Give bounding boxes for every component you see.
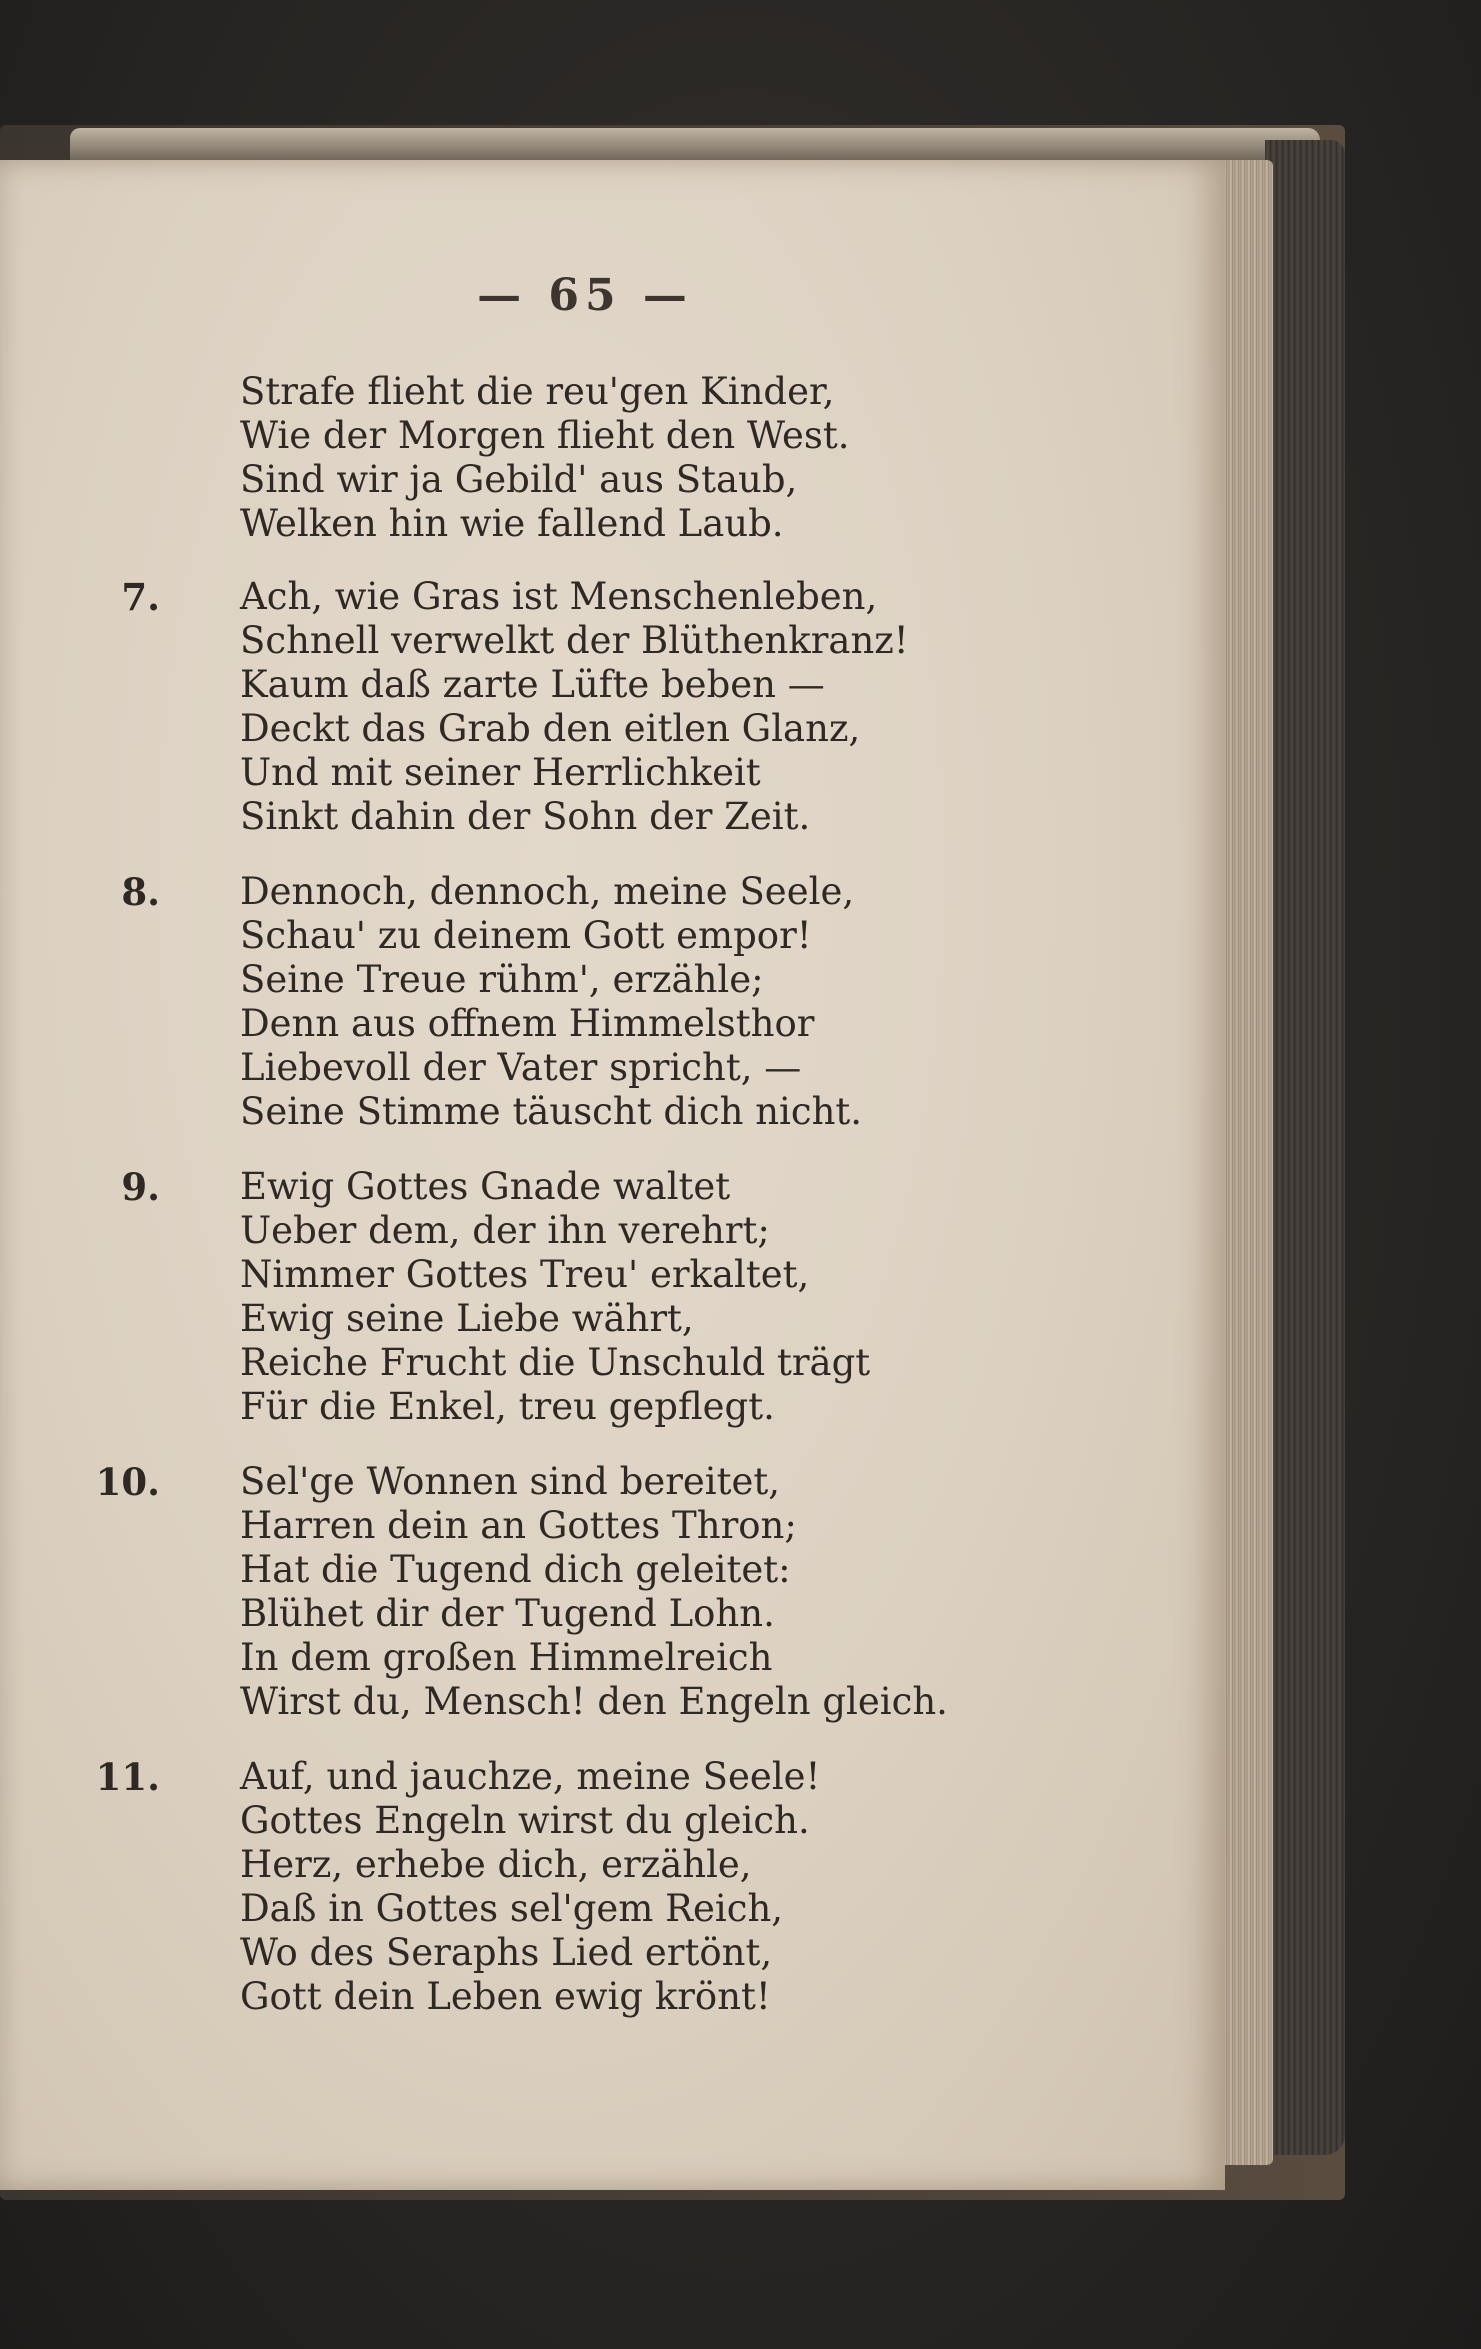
verse-number: 10. (95, 1460, 160, 1504)
verse-number: 7. (121, 575, 160, 619)
verse-line: In dem großen Himmelreich (240, 1636, 773, 1679)
verse-line: Deckt das Grab den eitlen Glanz, (240, 707, 861, 750)
page-number: — 65 — (477, 270, 693, 321)
verse-line: Wirst du, Mensch! den Engeln gleich. (240, 1680, 948, 1723)
verse-line: Sinkt dahin der Sohn der Zeit. (240, 795, 811, 838)
verse-number: 11. (95, 1755, 160, 1799)
verse-line: Reiche Frucht die Unschuld trägt (240, 1341, 871, 1384)
verse-line: Für die Enkel, treu gepflegt. (240, 1385, 775, 1428)
verse-line: Denn aus offnem Himmelsthor (240, 1002, 815, 1045)
verse-line: Blühet dir der Tugend Lohn. (240, 1592, 775, 1635)
verse-line: Nimmer Gottes Treu' erkaltet, (240, 1253, 810, 1296)
verse-line: Schnell verwelkt der Blüthenkranz! (240, 619, 909, 662)
verse-line: Auf, und jauchze, meine Seele! (240, 1755, 821, 1798)
verse-line: Sind wir ja Gebild' aus Staub, (240, 458, 798, 501)
verse-line: Schau' zu deinem Gott empor! (240, 914, 812, 957)
verse-line: Und mit seiner Herrlichkeit (240, 751, 761, 794)
verse-line: Ach, wie Gras ist Menschenleben, (240, 575, 878, 618)
verse-line: Gottes Engeln wirst du gleich. (240, 1799, 810, 1842)
spine-edge (1265, 140, 1345, 2155)
verse-line: Seine Treue rühm', erzähle; (240, 958, 764, 1001)
verse-line: Ewig Gottes Gnade waltet (240, 1165, 731, 1208)
verse-line: Kaum daß zarte Lüfte beben — (240, 663, 825, 706)
verse-line: Sel'ge Wonnen sind bereitet, (240, 1460, 781, 1503)
verse-line: Hat die Tugend dich geleitet: (240, 1548, 791, 1591)
verse-line: Liebevoll der Vater spricht, — (240, 1046, 802, 1089)
verse-line: Welken hin wie fallend Laub. (240, 502, 784, 545)
verse-line: Seine Stimme täuscht dich nicht. (240, 1090, 863, 1133)
verse-line: Dennoch, dennoch, meine Seele, (240, 870, 855, 913)
verse-line: Wie der Morgen flieht den West. (240, 414, 850, 457)
verse-line: Ueber dem, der ihn verehrt; (240, 1209, 770, 1252)
verse-line: Wo des Seraphs Lied ertönt, (240, 1931, 773, 1974)
verse-line: Herz, erhebe dich, erzähle, (240, 1843, 752, 1886)
verse-line: Harren dein an Gottes Thron; (240, 1504, 797, 1547)
verse-line: Strafe flieht die reu'gen Kinder, (240, 370, 835, 413)
verse-line: Ewig seine Liebe währt, (240, 1297, 694, 1340)
verse-number: 8. (121, 870, 160, 914)
verse-line: Gott dein Leben ewig krönt! (240, 1975, 771, 2018)
verse-line: Daß in Gottes sel'gem Reich, (240, 1887, 784, 1930)
verse-number: 9. (121, 1165, 160, 1209)
